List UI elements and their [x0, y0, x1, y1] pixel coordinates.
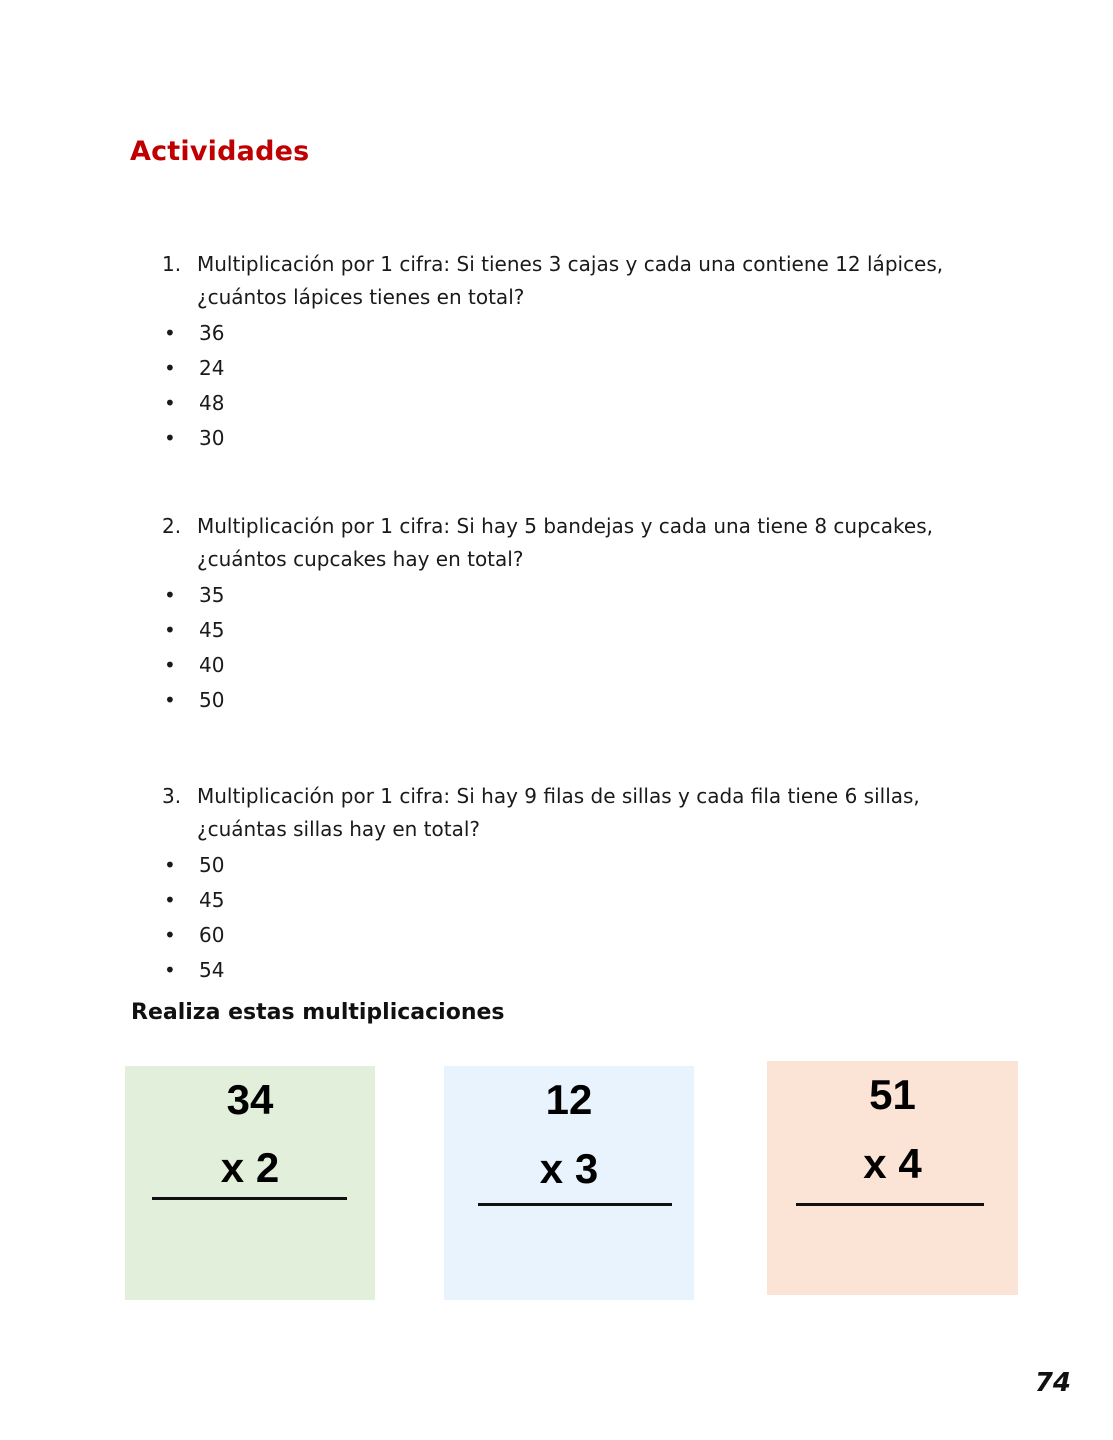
exercise-multiplier: x 2: [220, 1144, 280, 1191]
question-text-line: ¿cuántos cupcakes hay en total?: [197, 547, 524, 571]
bullet-icon: •: [164, 688, 176, 712]
answer-line: [796, 1203, 984, 1206]
option-item: [162, 648, 992, 683]
option-item: [162, 316, 992, 351]
option-value: 45: [199, 888, 225, 912]
question-text-line: ¿cuántos lápices tienes en total?: [197, 285, 525, 309]
page-title: Actividades: [130, 136, 310, 167]
option-value: 36: [199, 321, 225, 345]
question-1: [162, 248, 992, 456]
bullet-icon: •: [164, 618, 176, 642]
option-value: 50: [199, 688, 225, 712]
option-item: [162, 613, 992, 648]
page-number: 74: [1034, 1368, 1071, 1398]
option-value: 50: [199, 853, 225, 877]
exercise-box: [125, 1066, 375, 1300]
question-number: 1.: [162, 252, 182, 276]
bullet-icon: •: [164, 958, 176, 982]
answer-line: [152, 1197, 347, 1200]
option-value: 35: [199, 583, 225, 607]
bullet-icon: •: [164, 583, 176, 607]
option-value: 60: [199, 923, 225, 947]
exercise-multiplier: x 4: [863, 1140, 922, 1187]
question-number: 2.: [162, 514, 182, 538]
exercise-box: [767, 1061, 1018, 1295]
option-item: [162, 351, 992, 386]
bullet-icon: •: [164, 321, 176, 345]
option-item: [162, 421, 992, 456]
option-item: [162, 953, 992, 988]
exercise-multiplicand: 34: [226, 1076, 274, 1123]
question-3-prompt: [162, 780, 992, 846]
exercise-multiplier: x 3: [539, 1145, 599, 1192]
question-3: [162, 780, 992, 988]
bullet-icon: •: [164, 888, 176, 912]
bullet-icon: •: [164, 923, 176, 947]
option-list: [162, 578, 992, 718]
answer-line: [478, 1203, 672, 1206]
option-item: [162, 578, 992, 613]
option-value: 48: [199, 391, 225, 415]
bullet-icon: •: [164, 426, 176, 450]
bullet-icon: •: [164, 653, 176, 677]
option-value: 24: [199, 356, 225, 380]
option-item: [162, 918, 992, 953]
bullet-icon: •: [164, 356, 176, 380]
question-2-prompt: [162, 510, 992, 576]
question-text-line: Multiplicación por 1 cifra: Si tienes 3 cajas y cada una contiene 12 lápices,: [197, 252, 944, 276]
option-list: [162, 848, 992, 988]
bullet-icon: •: [164, 391, 176, 415]
exercise-multiplicand: 51: [869, 1071, 916, 1118]
exercise-multiplicand: 12: [545, 1076, 593, 1123]
question-text-line: Multiplicación por 1 cifra: Si hay 5 bandejas y cada una tiene 8 cupcakes,: [197, 514, 933, 538]
section-subtitle: Realiza estas multiplicaciones: [131, 1000, 505, 1025]
question-1-prompt: [162, 248, 992, 314]
question-text-line: ¿cuántas sillas hay en total?: [197, 817, 481, 841]
question-text-line: Multiplicación por 1 cifra: Si hay 9 filas de sillas y cada fila tiene 6 sillas,: [197, 784, 920, 808]
option-item: [162, 683, 992, 718]
question-2: [162, 510, 992, 718]
exercise-box: [444, 1066, 694, 1300]
option-value: 30: [199, 426, 225, 450]
option-item: [162, 883, 992, 918]
option-value: 40: [199, 653, 225, 677]
question-number: 3.: [162, 784, 182, 808]
option-value: 45: [199, 618, 225, 642]
option-value: 54: [199, 958, 225, 982]
option-item: [162, 386, 992, 421]
bullet-icon: •: [164, 853, 176, 877]
option-list: [162, 316, 992, 456]
option-item: [162, 848, 992, 883]
